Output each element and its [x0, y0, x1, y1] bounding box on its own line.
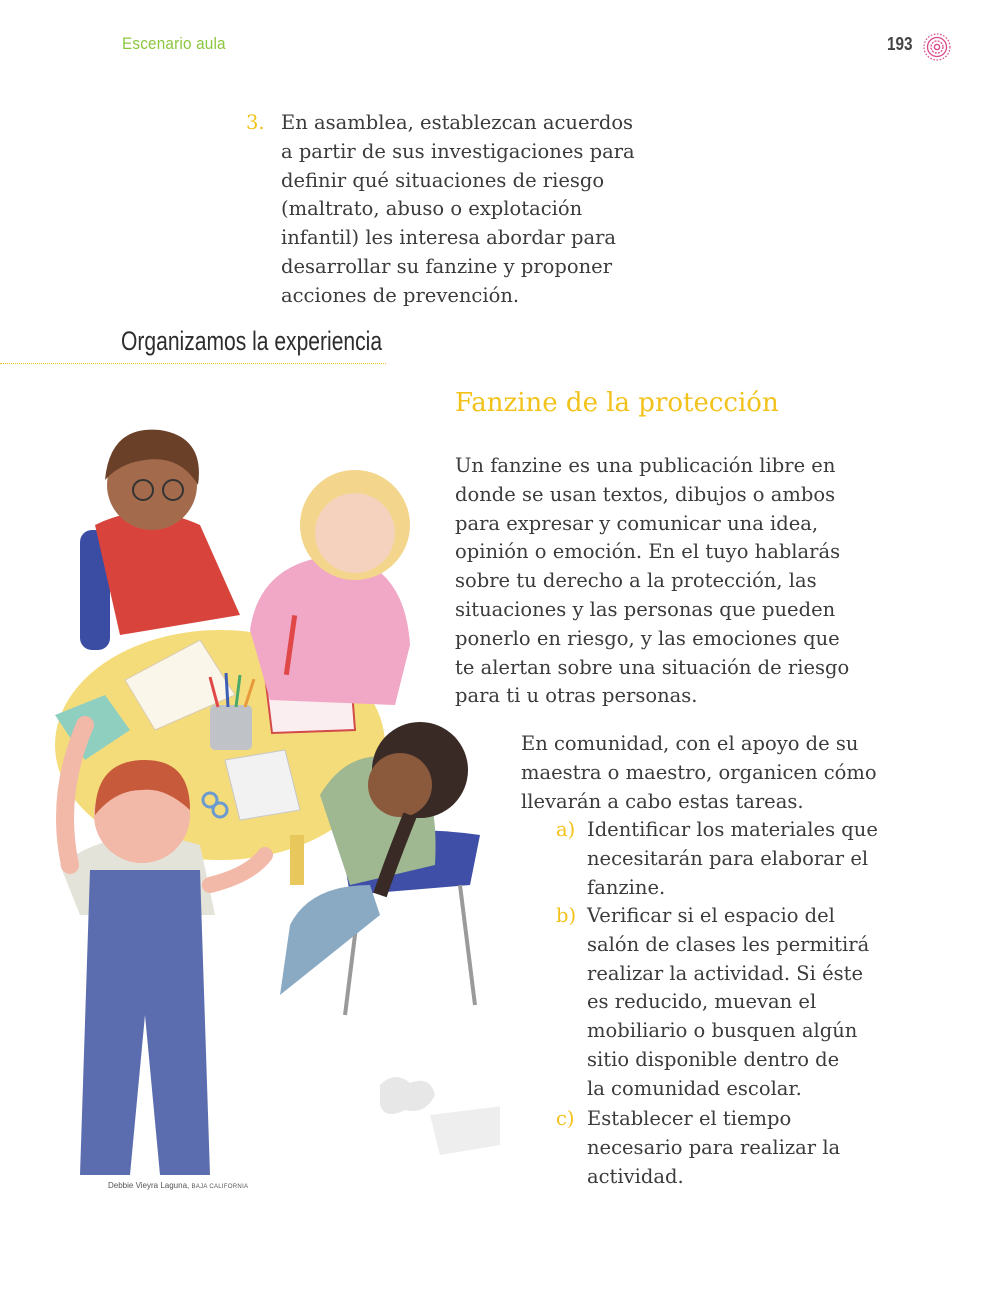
task-text: Identificar los materiales que necesitarán para elaborar el fanzine.	[587, 818, 878, 899]
section-title-underline	[0, 363, 386, 364]
illustration-credit	[108, 1181, 248, 1190]
task-text: Verificar si el espacio del salón de clases les permitirá realizar la actividad. Si éste es reducido, muevan el mobiliario o busquen algún sitio disponible dentro de la comunidad escolar.	[587, 904, 870, 1100]
task-letter: c)	[556, 1107, 575, 1130]
item-number: 3.	[246, 111, 265, 134]
children-at-table-illustration	[50, 415, 500, 1185]
concentric-circle-ornament-icon	[921, 31, 953, 63]
item-text: En asamblea, establezcan acuerdos a partir de sus investigaciones para definir qué situaciones de riesgo (maltrato, abuso o explotación infantil) les interesa abordar para desarrollar su fanzine y proponer acciones de prevención.	[281, 111, 635, 307]
task-text: Establecer el tiempo necesario para realizar la actividad.	[587, 1107, 841, 1188]
task-letter: a)	[556, 818, 576, 841]
illustrator-state: BAJA CALIFORNIA	[191, 1184, 249, 1190]
illustrator-name: Debbie Vieyra Laguna,	[108, 1181, 190, 1190]
page-number: 193	[887, 34, 913, 54]
section-title: Organizamos la experiencia	[121, 326, 383, 356]
organize-paragraph: En comunidad, con el apoyo de su maestra o maestro, organicen cómo llevarán a cabo estas tareas.	[521, 732, 877, 813]
task-letter: b)	[556, 904, 577, 927]
activity-title: Fanzine de la protección	[455, 388, 779, 418]
fanzine-definition-paragraph: Un fanzine es una publicación libre en donde se usan textos, dibujos o ambos para expresar y comunicar una idea, opinión o emoción. En el tuyo hablarás sobre tu derecho a la protección, las situaciones y las personas que pueden ponerlo en riesgo, y las emociones que te alertan sobre una situación de riesgo para ti u otras personas.	[455, 454, 850, 708]
running-header-section: Escenario aula	[122, 34, 226, 53]
